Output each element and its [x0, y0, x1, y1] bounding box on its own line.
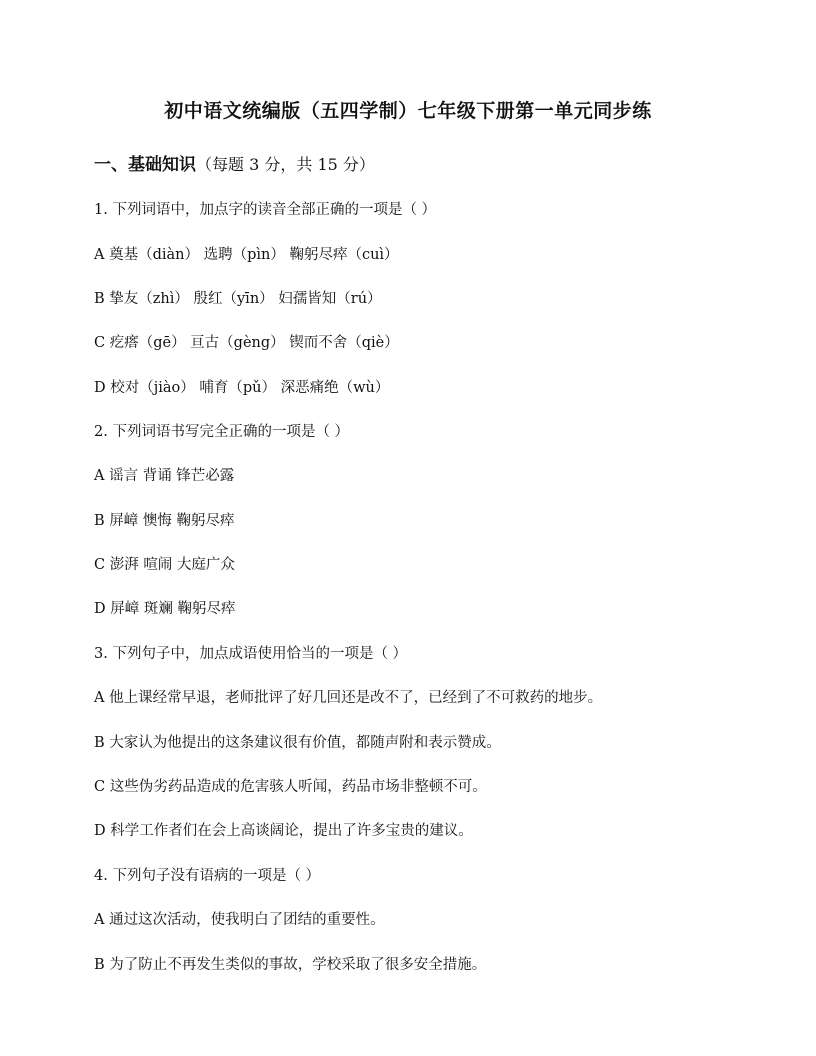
question-3-option-a: A 他上课经常早退，老师批评了好几回还是改不了，已经到了不可救药的地步。 — [94, 690, 603, 706]
question-1-option-b: B 挚友（zhì） 殷红（yīn） 妇孺皆知（rú） — [94, 291, 382, 307]
document-title: 初中语文统编版（五四学制）七年级下册第一单元同步练 — [164, 100, 652, 122]
question-4: 4. 下列句子没有语病的一项是（ ） — [94, 868, 321, 884]
question-1-option-c: C 疙瘩（gē） 亘古（gèng） 锲而不舍（qiè） — [94, 335, 399, 351]
question-3: 3. 下列句子中，加点成语使用恰当的一项是（ ） — [94, 646, 408, 662]
section-heading — [94, 150, 375, 175]
question-2: 2. 下列词语书写完全正确的一项是（ ） — [94, 424, 350, 440]
question-1-option-a: A 奠基（diàn） 选聘（pìn） 鞠躬尽瘁（cuì） — [94, 247, 399, 263]
question-2-option-a: A 谣言 背诵 锋芒必露 — [94, 468, 235, 484]
question-2-option-d: D 屏嶂 斑斓 鞠躬尽瘁 — [94, 601, 236, 617]
question-4-option-a: A 通过这次活动，使我明白了团结的重要性。 — [94, 912, 385, 928]
question-1-option-d: D 校对（jiào） 哺育（pǔ） 深恶痛绝（wù） — [94, 380, 390, 396]
section-title: 一、基础知识 — [94, 155, 196, 175]
question-3-option-d: D 科学工作者们在会上高谈阔论，提出了许多宝贵的建议。 — [94, 823, 473, 839]
question-1: 1. 下列词语中，加点字的读音全部正确的一项是（ ） — [94, 202, 437, 218]
section-score-note: （每题 3 分，共 15 分） — [196, 155, 375, 174]
question-3-option-b: B 大家认为他提出的这条建议很有价值，都随声附和表示赞成。 — [94, 735, 501, 751]
question-3-option-c: C 这些伪劣药品造成的危害骇人听闻，药品市场非整顿不可。 — [94, 779, 487, 795]
question-4-option-b: B 为了防止不再发生类似的事故，学校采取了很多安全措施。 — [94, 957, 487, 973]
question-2-option-b: B 屏嶂 懊悔 鞠躬尽瘁 — [94, 513, 235, 529]
question-2-option-c: C 澎湃 喧闹 大庭广众 — [94, 557, 235, 573]
